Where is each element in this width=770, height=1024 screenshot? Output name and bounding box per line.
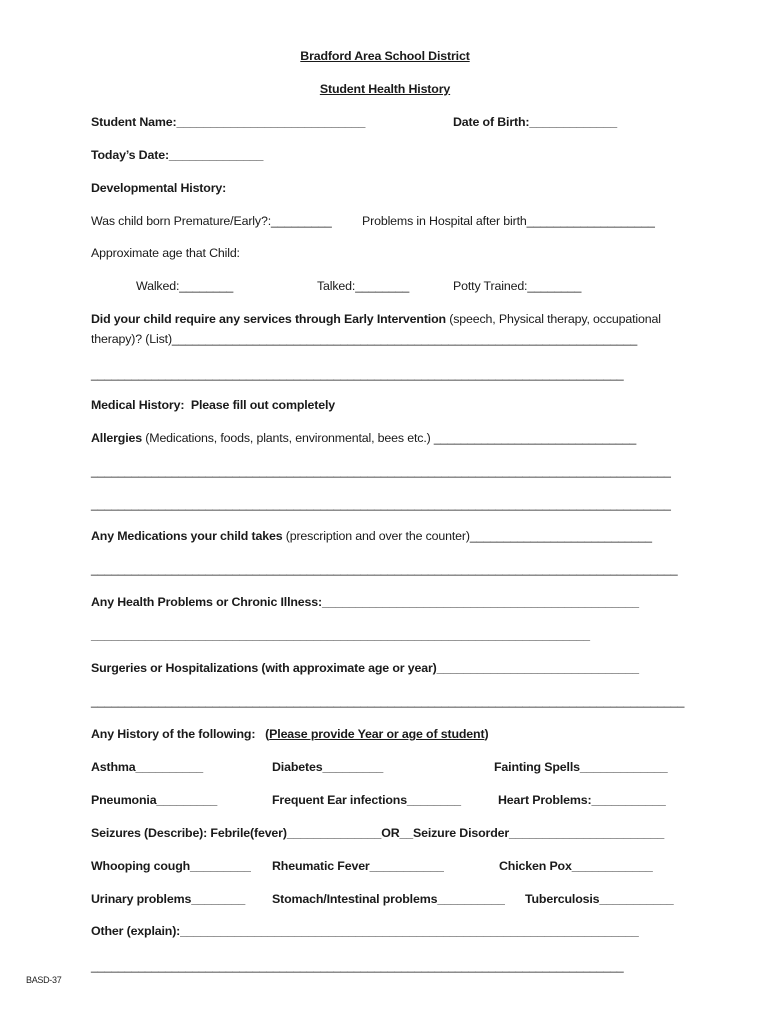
allergies-line-3[interactable]: ______________________________________________________________________________________ bbox=[91, 497, 671, 511]
allergies-label: Allergies bbox=[91, 431, 142, 445]
history-intro: Any History of the following: ( bbox=[91, 727, 270, 741]
rheumatic-fever-field[interactable]: Rheumatic Fever___________ bbox=[272, 859, 444, 873]
whooping-cough-field[interactable]: Whooping cough_________ bbox=[91, 859, 251, 873]
student-name-field[interactable]: Student Name:____________________________ bbox=[91, 115, 366, 129]
medications-line-2[interactable]: _______________________________________________________________________________________ bbox=[91, 562, 678, 576]
medical-history-label: Medical History bbox=[91, 398, 181, 412]
medications-label: Any Medications your child takes bbox=[91, 529, 283, 543]
seizures-field[interactable]: Seizures (Describe): Febrile(fever)______________OR__Seizure Disorder_______________________ bbox=[91, 826, 665, 840]
early-intervention-question bbox=[91, 311, 661, 327]
talked-field[interactable]: Talked:________ bbox=[317, 279, 410, 293]
surgeries-field[interactable]: Surgeries or Hospitalizations (with approximate age or year)______________________________ bbox=[91, 661, 639, 675]
history-instruction: Please provide Year or age of student bbox=[269, 727, 485, 741]
early-intervention-list-field[interactable]: therapy)? (List)_____________________________________________________________________ bbox=[91, 332, 638, 346]
early-intervention-line[interactable]: _______________________________________________________________________________ bbox=[91, 367, 624, 381]
other-explain-field[interactable]: Other (explain):____________________________________________________________________ bbox=[91, 924, 639, 938]
medications-field[interactable] bbox=[91, 528, 652, 544]
medications-hint: (prescription and over the counter)___________________________ bbox=[282, 529, 652, 543]
surgeries-line-2[interactable]: ________________________________________________________________________________________ bbox=[91, 694, 685, 708]
district-title: Bradford Area School District bbox=[300, 49, 470, 63]
ear-infections-field[interactable]: Frequent Ear infections________ bbox=[272, 793, 461, 807]
form-title: Student Health History bbox=[319, 82, 451, 96]
medical-history-heading bbox=[91, 397, 335, 413]
pneumonia-field[interactable]: Pneumonia_________ bbox=[91, 793, 218, 807]
allergies-hint: (Medications, foods, plants, environmental, bees etc.) ______________________________ bbox=[142, 431, 637, 445]
heart-problems-field[interactable]: Heart Problems:___________ bbox=[498, 793, 666, 807]
todays-date-field[interactable]: Today’s Date:______________ bbox=[91, 148, 264, 162]
allergies-line-2[interactable]: ______________________________________________________________________________________ bbox=[91, 464, 671, 478]
history-of-following-heading bbox=[91, 726, 488, 742]
potty-trained-field[interactable]: Potty Trained:________ bbox=[453, 279, 582, 293]
date-of-birth-field[interactable]: Date of Birth:_____________ bbox=[453, 115, 618, 129]
early-intervention-question-rest: (speech, Physical therapy, occupational bbox=[445, 312, 661, 326]
early-intervention-question-bold: Did your child require any services through Early Intervention bbox=[91, 312, 446, 326]
chronic-illness-line-2[interactable]: __________________________________________________________________________ bbox=[91, 628, 590, 642]
form-code: BASD-37 bbox=[26, 975, 62, 985]
hospital-problems-field[interactable]: Problems in Hospital after birth___________________ bbox=[362, 214, 655, 228]
allergies-field[interactable] bbox=[91, 430, 636, 446]
medical-history-instruction: : Please fill out completely bbox=[180, 398, 336, 412]
stomach-intestinal-field[interactable]: Stomach/Intestinal problems__________ bbox=[272, 892, 505, 906]
tuberculosis-field[interactable]: Tuberculosis___________ bbox=[525, 892, 674, 906]
urinary-problems-field[interactable]: Urinary problems________ bbox=[91, 892, 246, 906]
chronic-illness-field[interactable]: Any Health Problems or Chronic Illness:_______________________________________________ bbox=[91, 595, 639, 609]
other-explain-line-2[interactable]: _______________________________________________________________________________ bbox=[91, 959, 624, 973]
diabetes-field[interactable]: Diabetes_________ bbox=[272, 760, 384, 774]
developmental-history-heading: Developmental History: bbox=[91, 181, 227, 195]
walked-field[interactable]: Walked:________ bbox=[136, 279, 234, 293]
asthma-field[interactable]: Asthma__________ bbox=[91, 760, 203, 774]
premature-field[interactable]: Was child born Premature/Early?:_________ bbox=[91, 214, 332, 228]
approximate-age-label: Approximate age that Child: bbox=[91, 246, 240, 260]
history-close: ) bbox=[484, 727, 489, 741]
chicken-pox-field[interactable]: Chicken Pox____________ bbox=[499, 859, 653, 873]
fainting-spells-field[interactable]: Fainting Spells_____________ bbox=[494, 760, 668, 774]
